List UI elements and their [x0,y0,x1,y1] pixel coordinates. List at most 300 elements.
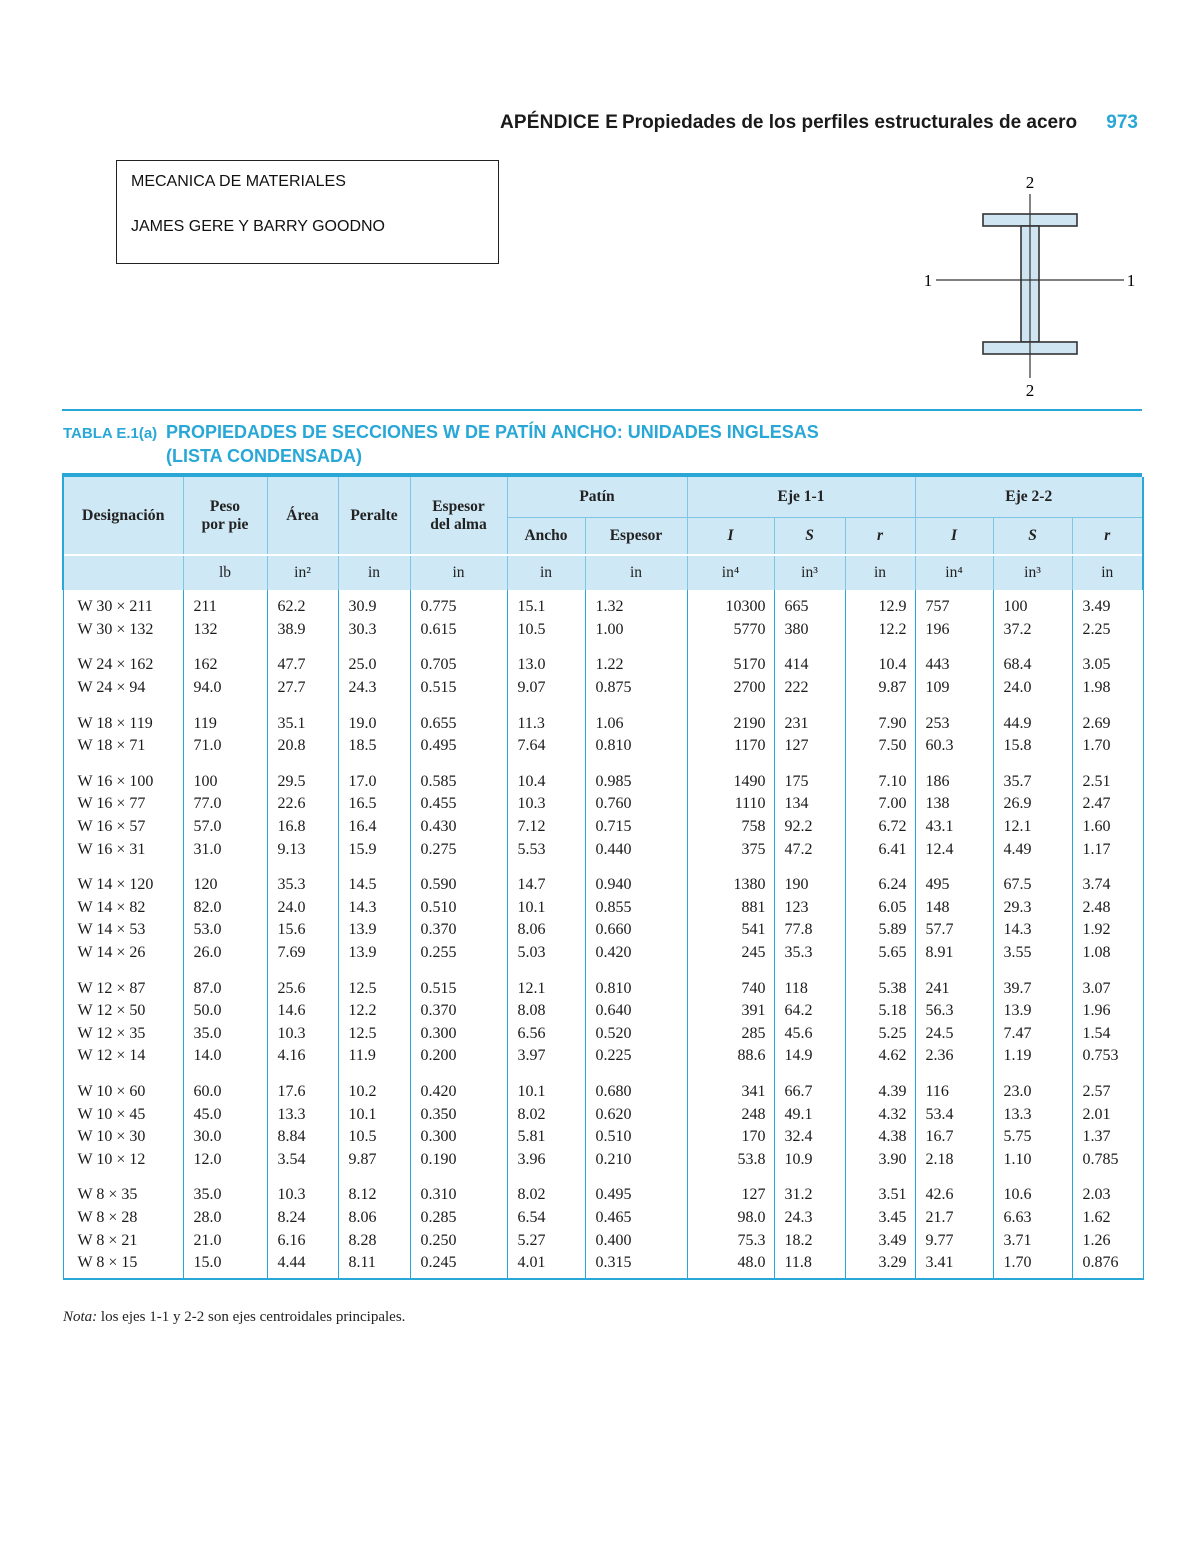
value-cell: 6.16 [267,1229,338,1252]
value-cell: 29.5 [267,771,338,794]
spacer-cell [993,641,1072,654]
value-cell: 0.705 [410,654,507,677]
designation-cell: W 24 × 94 [63,677,183,700]
value-cell: 10.5 [338,1126,410,1149]
value-cell: 3.90 [845,1148,915,1171]
header-r-2: r [1072,518,1143,556]
spacer-cell [687,1068,774,1081]
value-cell: 8.91 [915,942,993,965]
spacer-cell [687,1171,774,1184]
spacer-cell [915,758,993,771]
table-row [63,619,1143,642]
value-cell: 4.44 [267,1252,338,1280]
value-cell: 44.9 [993,712,1072,735]
spacer-cell [63,964,183,977]
value-cell: 0.190 [410,1148,507,1171]
table-header [63,477,1143,590]
value-cell: 9.87 [845,677,915,700]
value-cell: 0.585 [410,771,507,794]
value-cell: 5.53 [507,838,585,861]
value-cell: 3.51 [845,1184,915,1207]
spacer-cell [507,641,585,654]
value-cell: 37.2 [993,619,1072,642]
value-cell: 1.92 [1072,919,1143,942]
value-cell: 14.6 [267,1000,338,1023]
designation-cell: W 30 × 211 [63,590,183,619]
spacer-cell [507,964,585,977]
value-cell: 0.510 [410,897,507,920]
value-cell: 380 [774,619,845,642]
unit-cell: lb [183,555,267,590]
spacer-cell [774,699,845,712]
value-cell: 66.7 [774,1081,845,1104]
value-cell: 12.5 [338,1023,410,1046]
value-cell: 26.0 [183,942,267,965]
value-cell: 88.6 [687,1045,774,1068]
spacer-cell [845,964,915,977]
spacer-cell [507,758,585,771]
value-cell: 3.07 [1072,977,1143,1000]
designation-cell: W 8 × 35 [63,1184,183,1207]
value-cell: 0.615 [410,619,507,642]
value-cell: 3.97 [507,1045,585,1068]
value-cell: 8.12 [338,1184,410,1207]
header-designacion: Designación [63,477,183,555]
value-cell: 31.2 [774,1184,845,1207]
value-cell: 5170 [687,654,774,677]
value-cell: 12.2 [845,619,915,642]
spacer-cell [585,758,687,771]
value-cell: 10.9 [774,1148,845,1171]
book-authors: JAMES GERE Y BARRY GOODNO [131,218,385,235]
spacer-cell [993,1171,1072,1184]
value-cell: 3.71 [993,1229,1072,1252]
value-cell: 1380 [687,874,774,897]
value-cell: 119 [183,712,267,735]
value-cell: 25.0 [338,654,410,677]
value-cell: 0.775 [410,590,507,619]
spacer-cell [845,861,915,874]
value-cell: 443 [915,654,993,677]
value-cell: 341 [687,1081,774,1104]
value-cell: 30.9 [338,590,410,619]
header-i-2: I [915,518,993,556]
table-row [63,1184,1143,1207]
header-espesor-patin: Espesor [585,518,687,556]
spacer-cell [63,1171,183,1184]
table-title-line-1: PROPIEDADES DE SECCIONES W DE PATÍN ANCHO: UNIDADES INGLESAS [166,422,819,442]
value-cell: 2.51 [1072,771,1143,794]
table-row [63,1207,1143,1230]
value-cell: 9.13 [267,838,338,861]
value-cell: 253 [915,712,993,735]
value-cell: 12.4 [915,838,993,861]
group-spacer [63,758,1143,771]
value-cell: 3.45 [845,1207,915,1230]
value-cell: 8.08 [507,1000,585,1023]
value-cell: 10.2 [338,1081,410,1104]
value-cell: 118 [774,977,845,1000]
value-cell: 2.18 [915,1148,993,1171]
value-cell: 186 [915,771,993,794]
value-cell: 10.4 [845,654,915,677]
value-cell: 2.01 [1072,1103,1143,1126]
value-cell: 45.0 [183,1103,267,1126]
spacer-cell [993,964,1072,977]
value-cell: 30.3 [338,619,410,642]
value-cell: 0.465 [585,1207,687,1230]
spacer-cell [774,1171,845,1184]
value-cell: 24.5 [915,1023,993,1046]
designation-cell: W 10 × 60 [63,1081,183,1104]
value-cell: 35.1 [267,712,338,735]
value-cell: 285 [687,1023,774,1046]
value-cell: 14.9 [774,1045,845,1068]
spacer-cell [410,641,507,654]
spacer-cell [1072,641,1143,654]
table-row [63,874,1143,897]
header-s-1: S [774,518,845,556]
value-cell: 19.0 [338,712,410,735]
spacer-cell [993,861,1072,874]
group-spacer [63,641,1143,654]
spacer-cell [687,758,774,771]
value-cell: 14.5 [338,874,410,897]
value-cell: 13.3 [267,1103,338,1126]
value-cell: 38.9 [267,619,338,642]
value-cell: 541 [687,919,774,942]
designation-cell: W 24 × 162 [63,654,183,677]
value-cell: 8.24 [267,1207,338,1230]
table-row [63,1229,1143,1252]
table-row [63,1045,1143,1068]
value-cell: 8.11 [338,1252,410,1280]
value-cell: 26.9 [993,793,1072,816]
unit-cell: in³ [774,555,845,590]
value-cell: 7.90 [845,712,915,735]
value-cell: 740 [687,977,774,1000]
table-row [63,1126,1143,1149]
value-cell: 1.10 [993,1148,1072,1171]
value-cell: 0.420 [410,1081,507,1104]
value-cell: 0.515 [410,677,507,700]
value-cell: 48.0 [687,1252,774,1280]
value-cell: 0.495 [585,1184,687,1207]
spacer-cell [410,1171,507,1184]
value-cell: 127 [774,735,845,758]
value-cell: 47.2 [774,838,845,861]
value-cell: 0.440 [585,838,687,861]
spacer-cell [183,1068,267,1081]
header-ancho: Ancho [507,518,585,556]
spacer-cell [410,1068,507,1081]
value-cell: 24.3 [774,1207,845,1230]
value-cell: 23.0 [993,1081,1072,1104]
value-cell: 190 [774,874,845,897]
value-cell: 15.8 [993,735,1072,758]
spacer-cell [410,861,507,874]
value-cell: 5.38 [845,977,915,1000]
value-cell: 2.03 [1072,1184,1143,1207]
spacer-cell [267,1171,338,1184]
value-cell: 0.515 [410,977,507,1000]
page-number: 973 [1106,112,1138,133]
value-cell: 29.3 [993,897,1072,920]
axis-label-top: 2 [1025,173,1035,192]
value-cell: 4.39 [845,1081,915,1104]
value-cell: 0.420 [585,942,687,965]
value-cell: 231 [774,712,845,735]
spacer-cell [63,699,183,712]
spacer-cell [774,964,845,977]
value-cell: 10300 [687,590,774,619]
value-cell: 14.3 [993,919,1072,942]
table-row [63,897,1143,920]
value-cell: 6.24 [845,874,915,897]
value-cell: 0.620 [585,1103,687,1126]
value-cell: 6.05 [845,897,915,920]
value-cell: 16.7 [915,1126,993,1149]
value-cell: 18.2 [774,1229,845,1252]
value-cell: 53.4 [915,1103,993,1126]
value-cell: 1.37 [1072,1126,1143,1149]
value-cell: 123 [774,897,845,920]
value-cell: 162 [183,654,267,677]
value-cell: 245 [687,942,774,965]
value-cell: 53.0 [183,919,267,942]
value-cell: 0.400 [585,1229,687,1252]
value-cell: 0.250 [410,1229,507,1252]
value-cell: 127 [687,1184,774,1207]
value-cell: 175 [774,771,845,794]
designation-cell: W 16 × 100 [63,771,183,794]
value-cell: 9.87 [338,1148,410,1171]
spacer-cell [915,641,993,654]
value-cell: 414 [774,654,845,677]
value-cell: 15.9 [338,838,410,861]
spacer-cell [845,758,915,771]
value-cell: 0.430 [410,816,507,839]
spacer-cell [585,699,687,712]
value-cell: 0.510 [585,1126,687,1149]
value-cell: 10.6 [993,1184,1072,1207]
value-cell: 7.47 [993,1023,1072,1046]
spacer-cell [993,1068,1072,1081]
value-cell: 1.70 [993,1252,1072,1280]
value-cell: 12.0 [183,1148,267,1171]
value-cell: 0.753 [1072,1045,1143,1068]
appendix-title: Propiedades de los perfiles estructurales de acero [622,112,1078,133]
value-cell: 196 [915,619,993,642]
spacer-cell [338,641,410,654]
designation-cell: W 12 × 35 [63,1023,183,1046]
group-spacer [63,861,1143,874]
value-cell: 1.22 [585,654,687,677]
table-row [63,677,1143,700]
spacer-cell [63,641,183,654]
spacer-cell [585,1068,687,1081]
table-note [63,1309,405,1326]
value-cell: 5.65 [845,942,915,965]
header-espesor-alma [410,477,507,555]
unit-cell: in [507,555,585,590]
value-cell: 0.715 [585,816,687,839]
value-cell: 0.370 [410,919,507,942]
value-cell: 0.875 [585,677,687,700]
table-row [63,590,1143,619]
designation-cell: W 8 × 21 [63,1229,183,1252]
unit-cell: in [585,555,687,590]
value-cell: 16.4 [338,816,410,839]
value-cell: 10.3 [507,793,585,816]
header-eje-1-1: Eje 1-1 [687,477,915,518]
value-cell: 94.0 [183,677,267,700]
value-cell: 100 [993,590,1072,619]
value-cell: 6.54 [507,1207,585,1230]
value-cell: 1490 [687,771,774,794]
value-cell: 7.69 [267,942,338,965]
group-spacer [63,1068,1143,1081]
value-cell: 3.74 [1072,874,1143,897]
value-cell: 1.98 [1072,677,1143,700]
value-cell: 13.0 [507,654,585,677]
value-cell: 7.10 [845,771,915,794]
table-row [63,1252,1143,1280]
value-cell: 0.350 [410,1103,507,1126]
value-cell: 21.0 [183,1229,267,1252]
value-cell: 0.285 [410,1207,507,1230]
spacer-cell [507,1068,585,1081]
spacer-cell [585,641,687,654]
spacer-cell [915,699,993,712]
value-cell: 15.1 [507,590,585,619]
value-cell: 100 [183,771,267,794]
value-cell: 10.1 [507,1081,585,1104]
spacer-cell [267,861,338,874]
value-cell: 3.55 [993,942,1072,965]
spacer-cell [845,699,915,712]
value-cell: 68.4 [993,654,1072,677]
value-cell: 49.1 [774,1103,845,1126]
table-title-line-2: (LISTA CONDENSADA) [166,446,362,466]
value-cell: 0.680 [585,1081,687,1104]
value-cell: 0.940 [585,874,687,897]
note-label: Nota: [63,1309,98,1325]
value-cell: 1.96 [1072,1000,1143,1023]
value-cell: 7.50 [845,735,915,758]
value-cell: 4.49 [993,838,1072,861]
spacer-cell [410,699,507,712]
spacer-cell [1072,1068,1143,1081]
value-cell: 241 [915,977,993,1000]
spacer-cell [845,1068,915,1081]
value-cell: 1.06 [585,712,687,735]
value-cell: 1.70 [1072,735,1143,758]
value-cell: 4.38 [845,1126,915,1149]
table-row [63,942,1143,965]
unit-cell: in³ [993,555,1072,590]
value-cell: 15.6 [267,919,338,942]
value-cell: 148 [915,897,993,920]
value-cell: 0.590 [410,874,507,897]
spacer-cell [183,964,267,977]
value-cell: 14.7 [507,874,585,897]
value-cell: 0.876 [1072,1252,1143,1280]
value-cell: 16.5 [338,793,410,816]
spacer-cell [338,1068,410,1081]
spacer-cell [993,758,1072,771]
value-cell: 8.02 [507,1184,585,1207]
value-cell: 0.275 [410,838,507,861]
value-cell: 9.07 [507,677,585,700]
value-cell: 0.315 [585,1252,687,1280]
spacer-cell [915,861,993,874]
spacer-cell [1072,699,1143,712]
value-cell: 0.255 [410,942,507,965]
spacer-cell [63,861,183,874]
spacer-cell [1072,1171,1143,1184]
spacer-cell [507,699,585,712]
value-cell: 42.6 [915,1184,993,1207]
designation-cell: W 10 × 45 [63,1103,183,1126]
value-cell: 3.05 [1072,654,1143,677]
value-cell: 1110 [687,793,774,816]
value-cell: 665 [774,590,845,619]
spacer-cell [1072,861,1143,874]
value-cell: 10.1 [507,897,585,920]
value-cell: 77.8 [774,919,845,942]
value-cell: 7.12 [507,816,585,839]
value-cell: 28.0 [183,1207,267,1230]
spacer-cell [267,699,338,712]
designation-cell: W 12 × 50 [63,1000,183,1023]
spacer-cell [183,758,267,771]
value-cell: 1.17 [1072,838,1143,861]
table-row [63,977,1143,1000]
header-patin: Patín [507,477,687,518]
table-row [63,712,1143,735]
value-cell: 134 [774,793,845,816]
value-cell: 1.32 [585,590,687,619]
book-title: MECANICA DE MATERIALES [131,173,346,190]
value-cell: 757 [915,590,993,619]
value-cell: 56.3 [915,1000,993,1023]
spacer-cell [585,964,687,977]
value-cell: 1.26 [1072,1229,1143,1252]
unit-cell: in [845,555,915,590]
value-cell: 35.3 [774,942,845,965]
value-cell: 43.1 [915,816,993,839]
value-cell: 60.0 [183,1081,267,1104]
value-cell: 82.0 [183,897,267,920]
spacer-cell [183,699,267,712]
spacer-cell [63,1068,183,1081]
value-cell: 1.60 [1072,816,1143,839]
value-cell: 10.3 [267,1023,338,1046]
spacer-cell [915,964,993,977]
value-cell: 0.855 [585,897,687,920]
value-cell: 10.5 [507,619,585,642]
spacer-cell [687,964,774,977]
spacer-cell [507,861,585,874]
spacer-cell [267,1068,338,1081]
table-row [63,838,1143,861]
spacer-cell [183,1171,267,1184]
table-label: TABLA E.1(a) [63,425,158,442]
designation-cell: W 16 × 31 [63,838,183,861]
spacer-cell [267,964,338,977]
value-cell: 0.370 [410,1000,507,1023]
